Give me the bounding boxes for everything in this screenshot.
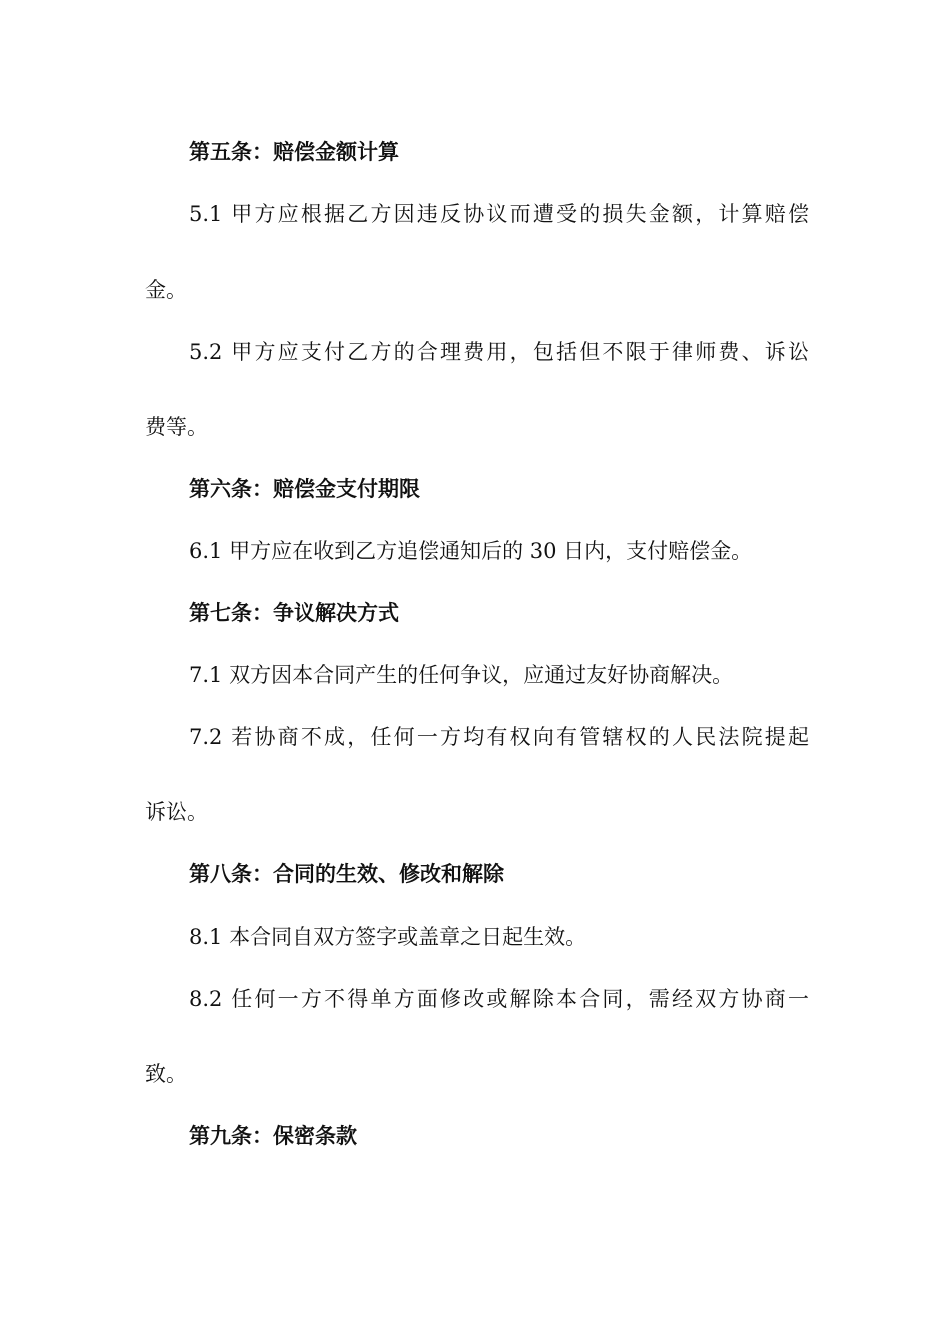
clause-8-1: 8.1 本合同自双方签字或盖章之日起生效。 — [189, 925, 587, 949]
clause-6-1: 6.1 甲方应在收到乙方追偿通知后的 30 日内，支付赔偿金。 — [189, 539, 753, 563]
clause-8-2-line-1: 8.2 任何一方不得单方面修改或解除本合同，需经双方协商一 — [189, 987, 809, 1011]
article-7-heading: 第七条：争议解决方式 — [189, 601, 399, 625]
clause-5-2-line-2: 费等。 — [145, 415, 208, 439]
clause-5-2-line-1: 5.2 甲方应支付乙方的合理费用，包括但不限于律师费、诉讼 — [189, 340, 809, 364]
clause-8-2-line-2: 致。 — [145, 1062, 187, 1086]
clause-5-1-line-2: 金。 — [145, 278, 187, 302]
article-8-heading: 第八条：合同的生效、修改和解除 — [189, 862, 504, 886]
article-6-heading: 第六条：赔偿金支付期限 — [189, 477, 420, 501]
clause-7-1: 7.1 双方因本合同产生的任何争议，应通过友好协商解决。 — [189, 663, 734, 687]
clause-7-2-line-2: 诉讼。 — [145, 800, 208, 824]
clause-7-2-line-1: 7.2 若协商不成，任何一方均有权向有管辖权的人民法院提起 — [189, 725, 809, 749]
article-9-heading: 第九条：保密条款 — [189, 1124, 357, 1148]
article-5-heading: 第五条：赔偿金额计算 — [189, 140, 399, 164]
clause-5-1-line-1: 5.1 甲方应根据乙方因违反协议而遭受的损失金额，计算赔偿 — [189, 202, 809, 226]
